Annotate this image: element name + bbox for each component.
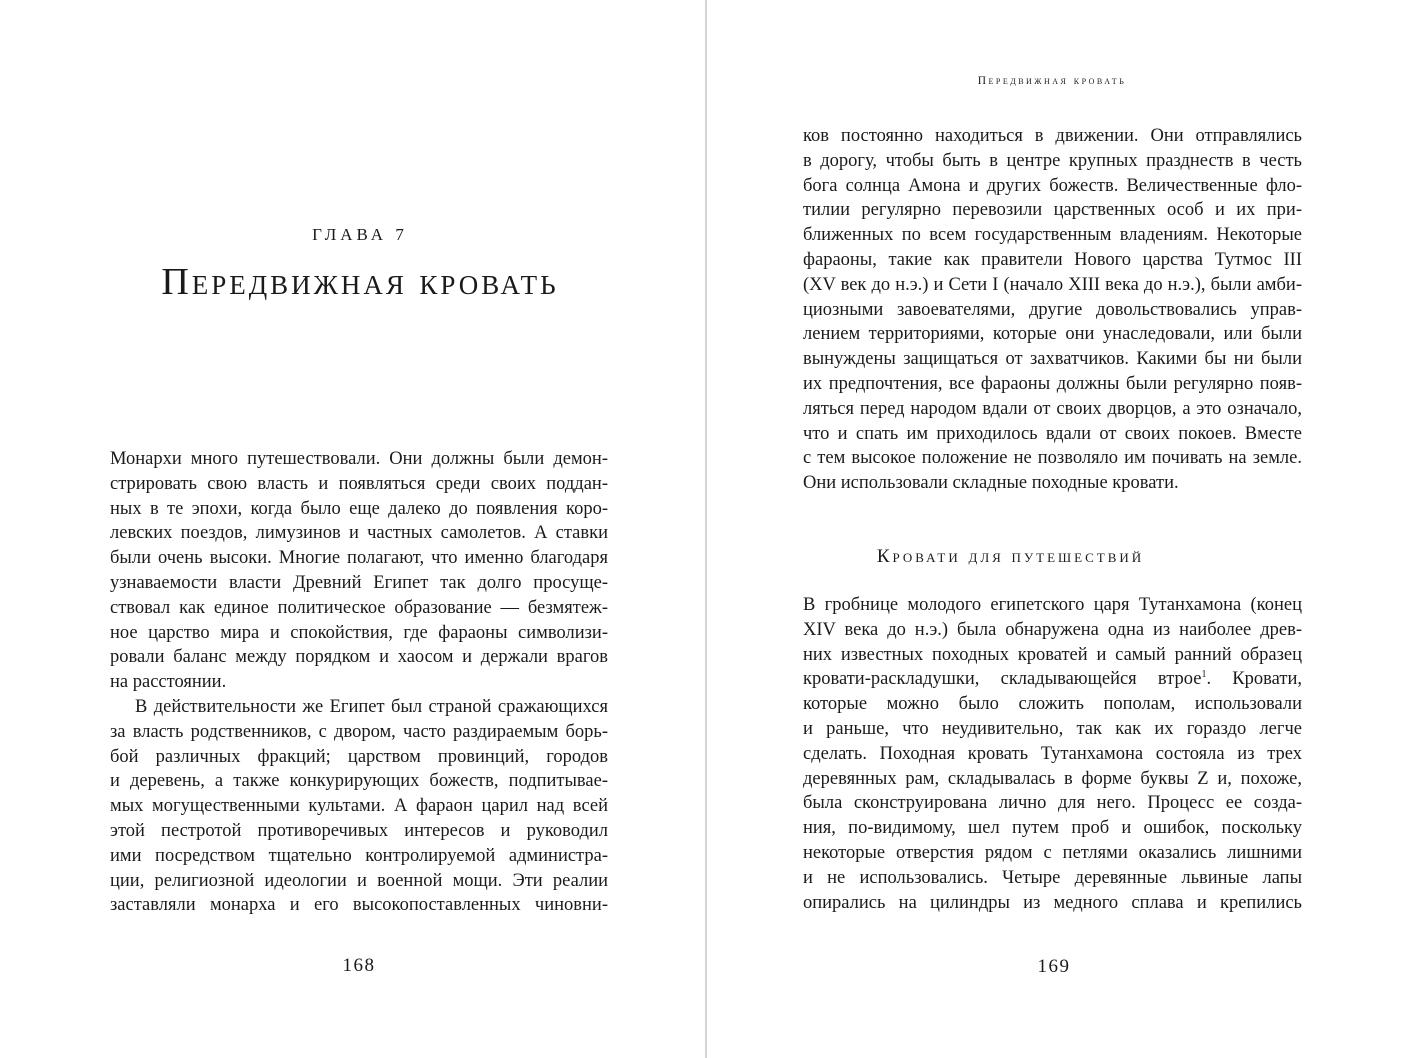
chapter-label: ГЛАВА 7: [312, 225, 408, 244]
text-line: вынуждены защищаться от захватчиков. Какими бы ни были: [803, 349, 1302, 370]
text-line: стрировать свою власть и появляться среди своих поддан-: [110, 473, 608, 494]
text-line: ции, религиозной идеологии и военной мощи. Эти реалии: [110, 870, 608, 891]
text-line: лением территориями, которые они унаследовали, или были: [803, 324, 1302, 345]
text-line: за власть родственников, с двором, часто раздираемым борь-: [110, 721, 608, 742]
page-number: 169: [1037, 956, 1071, 977]
text-line: тилии регулярно перевозили царственных особ и их при-: [803, 200, 1302, 221]
text-line: левских поездов, лимузинов и частных самолетов. А ставки: [110, 523, 608, 544]
text-line: и не использовались. Четыре деревянные львиные лапы: [803, 867, 1302, 888]
text-line: фараоны, такие как правители Нового царства Тутмос III: [803, 249, 1302, 270]
text-line: были очень высоки. Многие полагают, что именно благодаря: [110, 548, 608, 569]
text-line: опирались на цилиндры из медного сплава и крепились: [803, 892, 1302, 913]
chapter-title: Передвижная кровать: [161, 261, 559, 303]
text-fragment: кровати-раскладушки, складывающейся втрое: [803, 669, 1202, 690]
text-line: на расстоянии.: [110, 672, 227, 693]
text-line-with-footnote: [803, 667, 1302, 692]
text-line: В гробнице молодого египетского царя Тутанхамона (конец: [803, 595, 1302, 615]
text-line: что и спать им приходилось вдали от своих покоев. Вместе: [803, 423, 1302, 444]
text-line: ния, по-видимому, шел путем проб и ошибок, поскольку: [803, 818, 1302, 839]
text-line: заставляли монарха и его высокопоставленных чиновни-: [110, 895, 608, 916]
text-line: была сконструирована лично для него. Процесс ее созда-: [803, 793, 1302, 814]
text-fragment: . Кровати,: [1206, 669, 1302, 690]
text-line: их предпочтения, все фараоны должны были регулярно появ-: [803, 373, 1302, 394]
text-line: сделать. Походная кровать Тутанхамона состояла из трех: [803, 743, 1302, 764]
text-line: с тем высокое положение не позволяло им почивать на земле.: [803, 448, 1302, 469]
right-page: [707, 0, 1410, 1058]
text-line: ими посредством тщательно контролируемой администра-: [110, 845, 608, 866]
footnote-marker[interactable]: 1: [1201, 669, 1207, 681]
text-line: циозными завоевателями, другие довольствовались управ-: [803, 299, 1302, 320]
text-line: узнаваемости власти Древний Египет так долго просуще-: [110, 572, 608, 593]
text-line: мых могущественными культами. А фараон царил над всей: [110, 796, 608, 817]
text-line: Они использовали складные походные кровати.: [803, 473, 1179, 494]
text-line: Монархи много путешествовали. Они должны были демон-: [110, 449, 608, 469]
text-line: и деревень, а также конкурирующих божеств, подпитывае-: [110, 771, 608, 792]
text-line: и раньше, что неудивительно, так как их гораздо легче: [803, 718, 1302, 739]
text-line: которые можно было сложить пополам, использовали: [803, 694, 1302, 715]
text-line: в дорогу, чтобы быть в центре крупных празднеств в честь: [803, 150, 1302, 171]
text-line: ное царство мира и спокойствия, где фараоны символизи-: [110, 622, 608, 643]
page-number: 168: [342, 955, 376, 976]
text-line: ных в те эпохи, когда было еще далеко до появления коро-: [110, 498, 608, 519]
text-line: ляться перед народом вдали от своих дворцов, а это означало,: [803, 398, 1302, 419]
text-line: ствовал как единое политическое образование — безмятеж-: [110, 597, 608, 618]
text-line: ровали баланс между порядком и хаосом и держали врагов: [110, 647, 608, 668]
text-line: этой пестротой противоречивых интересов и руководил: [110, 820, 608, 841]
text-line: В действительности же Египет был страной сражающихся: [135, 696, 608, 717]
text-line: бога солнца Амона и других божеств. Величественные фло-: [803, 175, 1302, 196]
text-line: ближенных по всем государственным владениям. Некоторые: [803, 225, 1302, 246]
running-head: Передвижная кровать: [977, 75, 1127, 87]
text-line: (XV век до н.э.) и Сети I (начало XIII века до н.э.), были амби-: [803, 274, 1302, 295]
left-page-body-text: [110, 447, 608, 918]
right-page-body-text: [803, 124, 1302, 496]
text-line: ков постоянно находиться в движении. Они отправлялись: [803, 126, 1302, 146]
section-heading: Кровати для путешествий: [876, 546, 1145, 567]
text-line: бой различных фракций; царством провинций, городов: [110, 746, 608, 767]
right-page-section-text: [803, 593, 1302, 915]
text-line: них известных походных кроватей и самый ранний образец: [803, 644, 1302, 665]
text-line: XIV века до н.э.) была обнаружена одна из наиболее древ-: [803, 619, 1302, 640]
text-line: некоторые отверстия рядом с петлями оказались лишними: [803, 842, 1302, 863]
text-line: деревянных рам, складывалась в форме буквы Z и, похоже,: [803, 768, 1302, 789]
